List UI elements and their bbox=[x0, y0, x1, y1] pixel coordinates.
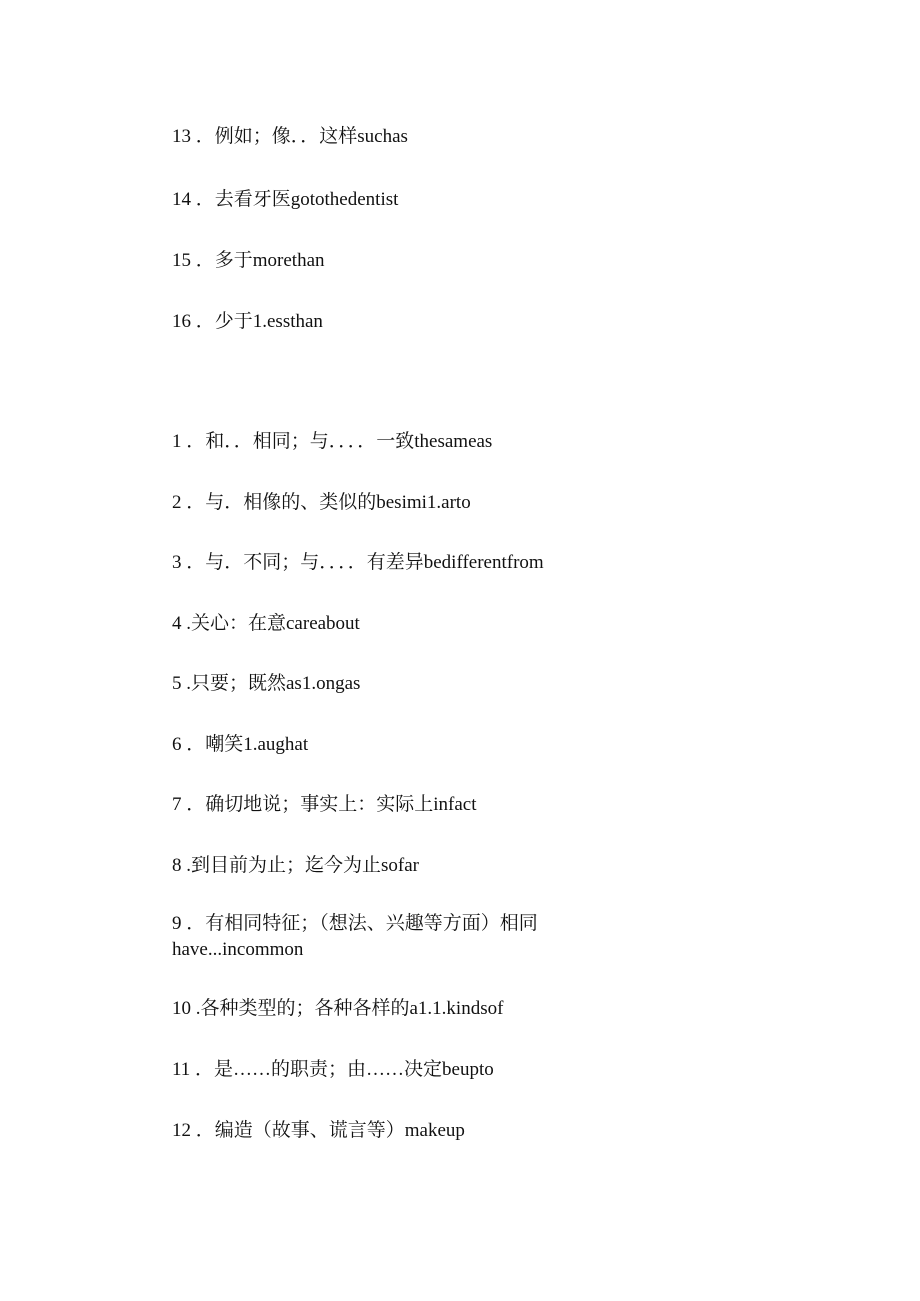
phrase-item-2: 2 ．与．相像的、类似的besimi1.arto bbox=[172, 492, 471, 513]
phrase-item-6: 6 ．嘲笑1.aughat bbox=[172, 734, 309, 755]
phrase-item-9: 9 ．有相同特征；（想法、兴趣等方面）相同have...incommon bbox=[172, 913, 538, 960]
phrase-item-10: 10 .各种类型的；各种各样的a1.1.kindsof bbox=[172, 998, 504, 1019]
phrase-item-15: 15 ．多于morethan bbox=[172, 250, 325, 271]
phrase-item-3: 3 ．与．不同；与．．．．有差异bedifferentfrom bbox=[172, 552, 544, 573]
phrase-item-12: 12 ．编造（故事、谎言等）makeup bbox=[172, 1120, 465, 1141]
phrase-item-1: 1 ．和．．相同；与．．．．一致thesameas bbox=[172, 431, 493, 452]
phrase-item-5: 5 .只要；既然as1.ongas bbox=[172, 673, 361, 694]
phrase-item-7: 7 ．确切地说；事实上：实际上infact bbox=[172, 794, 477, 815]
phrase-item-8: 8 .到目前为止；迄今为止sofar bbox=[172, 855, 419, 876]
phrase-item-11: 11 ．是……的职责；由……决定beupto bbox=[172, 1059, 494, 1080]
phrase-item-14: 14 ．去看牙医gotothedentist bbox=[172, 189, 399, 210]
phrase-item-13: 13 ．例如；像．．这样suchas bbox=[172, 126, 408, 147]
phrase-item-16: 16 ．少于1.essthan bbox=[172, 311, 323, 332]
phrase-item-4: 4 .关心：在意careabout bbox=[172, 613, 360, 634]
